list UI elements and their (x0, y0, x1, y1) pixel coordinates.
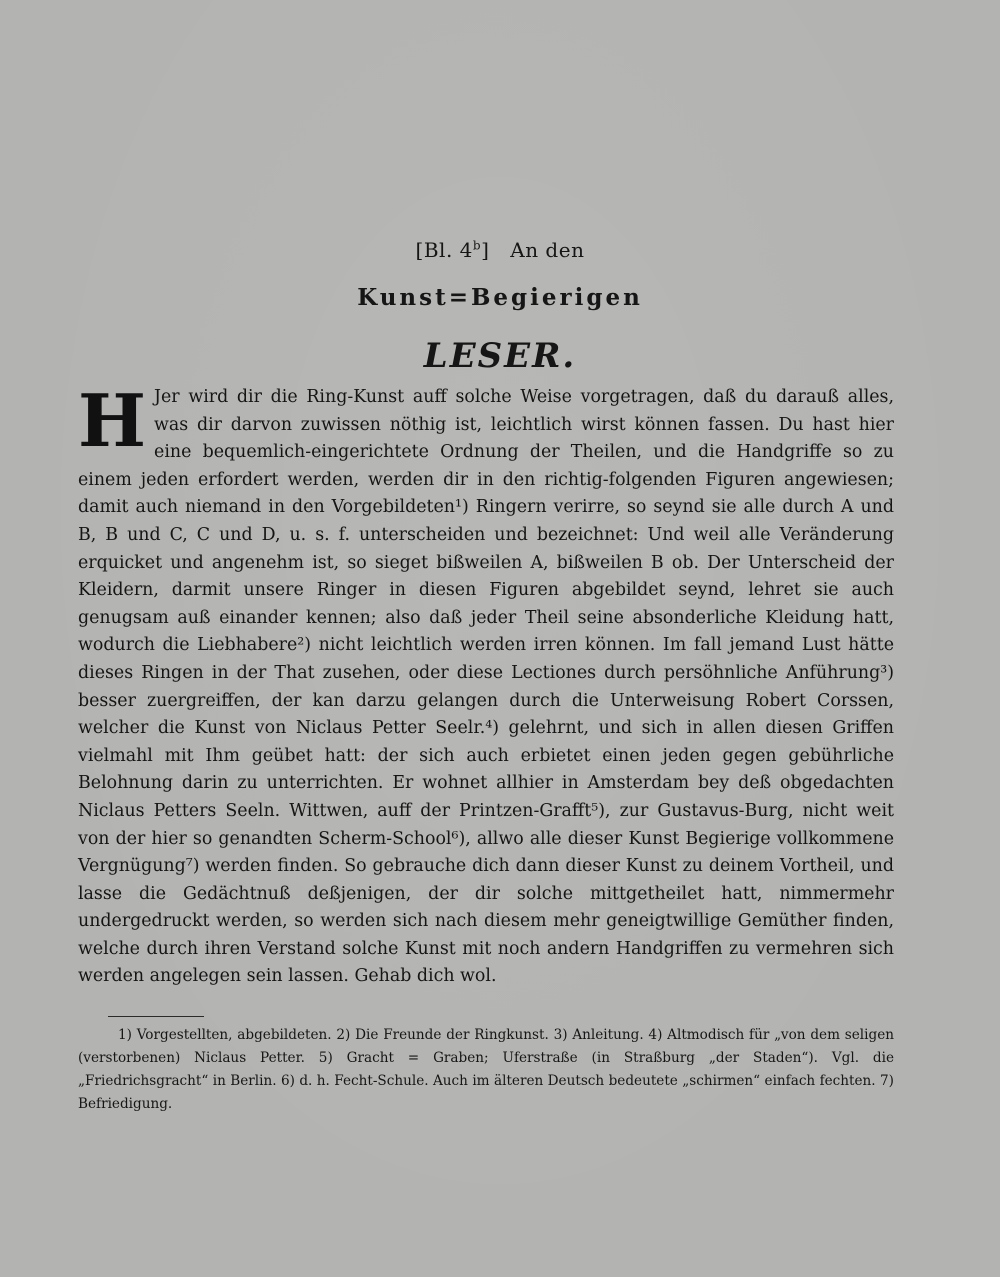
title-line-2: Kunst=Begierigen (357, 284, 643, 311)
body-text: Jer wird dir die Ring-Kunst auff solche Weise vorgetragen, daß du darauß alles, was dir darvon zuwissen nöthig ist, leichtlich wirst können fassen. Du hast hier eine bequemlich-eingerichtete Ordnung der Theilen, und die Handgriffe so zu einem jeden erfordert werden, werden dir in den richtig-folgenden Figuren angewiesen; damit auch niemand in den Vorgebildeten¹) Ringern verirre, so seynd sie alle durch A und B, B und C, C und D, u. s. f. unterscheiden und bezeichnet: Und weil alle Veränderung erquicket und angenehm ist, so sieget bißweilen A, bißweilen B ob. Der Unterscheid der Kleidern, darmit unsere Ringer in diesen Figuren abgebildet seynd, lehret sie auch genugsam auß einander kennen; also daß jeder Theil seine absonderliche Kleidung hatt, wodurch die Liebhabere²) nicht leichtlich werden irren können. Im fall jemand Lust hätte dieses Ringen in der That zusehen, oder diese Lectiones durch persöhnliche Anführung³) besser zuergreiffen, der kan darzu gelangen durch die Unterweisung Robert Corssen, welcher die Kunst von Niclaus Petter Seelr.⁴) gelehrnt, und sich in allen diesen Griffen vielmahl mit Ihm geübet hatt: der sich auch erbietet einen jeden gegen gebührliche Belohnung darin zu unterrichten. Er wohnet allhier in Amsterdam bey deß obgedachten Niclaus Petters Seeln. Wittwen, auff der Printzen-Grafft⁵), zur Gustavus-Burg, nicht weit von der hier so genandten Scherm-School⁶), allwo alle dieser Kunst Begierige vollkommene Vergnügung⁷) werden finden. So gebrauche dich dann dieser Kunst zu deinem Vortheil, und lasse die Gedächtnuß deßjenigen, der dir solche mittgetheilet hatt, nimmermehr undergedruckt werden, so werden sich nach diesem mehr geneigtwillige Gemüther finden, welche durch ihren Verstand solche Kunst mit noch andern Handgriffen zu vermehren sich werden angelegen sein lassen. Gehab dich wol. (78, 387, 894, 987)
drop-cap: H (78, 378, 147, 463)
body-paragraph (78, 378, 894, 991)
heading-line-1 (0, 238, 1000, 262)
footnote-divider (108, 1016, 204, 1017)
footnotes: 1) Vorgestellten, abgebildeten. 2) Die Freunde der Ringkunst. 3) Anleitung. 4) Altmodisch für „von dem seligen (verstorbenen) Niclaus Petter. 5) Gracht = Graben; Uferstraße (in Straßburg „der Staden“). Vgl. die „Friedrichsgracht“ in Berlin. 6) d. h. Fecht-Schule. Auch im älteren Deutsch bedeutete „schirmen“ einfach fechten. 7) Befriedigung. (78, 1027, 894, 1112)
title-line-1: An den (510, 238, 585, 262)
title-line-3: LESER. (423, 336, 577, 376)
folio-reference: [Bl. 4$^b$] (415, 238, 490, 262)
